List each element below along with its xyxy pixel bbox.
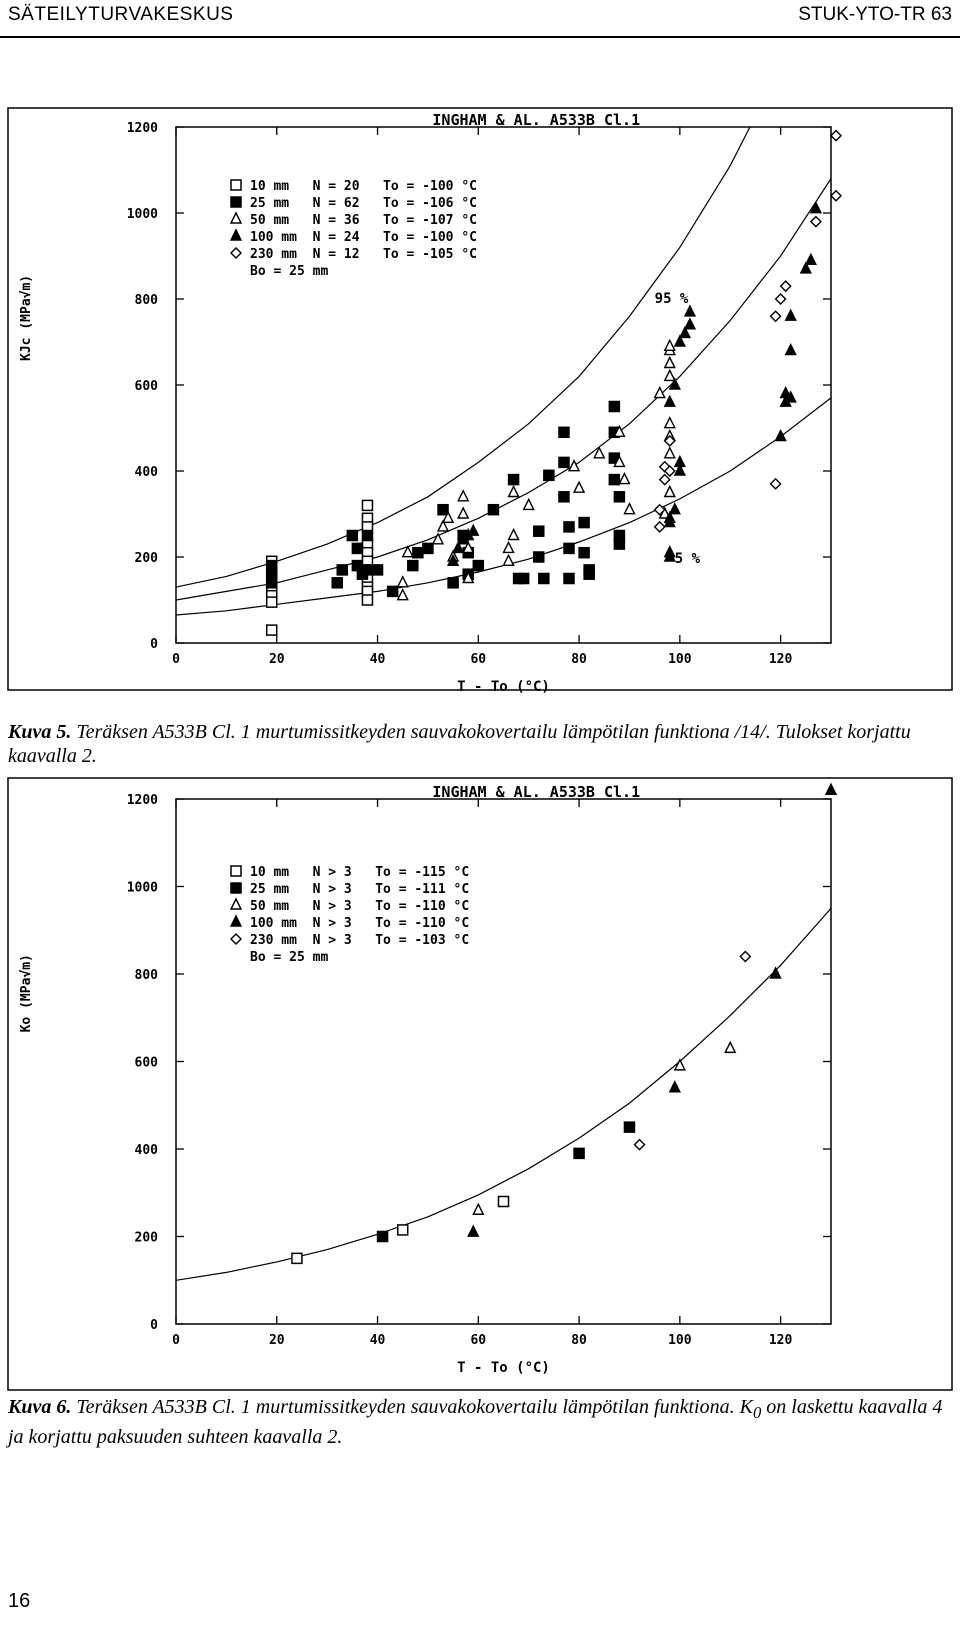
legend-entry: 50 mm N = 36 To = -107 °C <box>250 213 477 228</box>
data-point <box>635 1140 645 1150</box>
x-tick-label: 0 <box>172 1333 180 1348</box>
data-point <box>670 1082 680 1092</box>
figure-6-label: Kuva 6. <box>8 1396 72 1418</box>
legend-entry: 230 mm N > 3 To = -103 °C <box>250 933 470 948</box>
y-tick-label: 200 <box>134 1230 158 1246</box>
legend-marker <box>231 866 241 876</box>
page-number: 16 <box>8 1590 31 1612</box>
legend-marker <box>231 899 241 909</box>
y-tick-label: 1000 <box>126 880 158 896</box>
figure-6-caption-text-end: on laskettu kaavalla 4 ja korjattu paksuuden suhteen kaavalla 2. <box>8 1396 943 1448</box>
data-point <box>624 1122 634 1132</box>
figure-5-label: Kuva 5. <box>8 721 72 743</box>
legend-entry: 100 mm N > 3 To = -110 °C <box>250 916 470 931</box>
data-point <box>378 1232 388 1242</box>
points-group <box>292 784 836 1263</box>
x-tick-label: 100 <box>668 1333 692 1348</box>
legend-entry: 100 mm N = 24 To = -100 °C <box>250 230 477 245</box>
figure-6-caption-subscript: 0 <box>752 1403 762 1422</box>
figure-6-caption <box>8 1395 953 1449</box>
x-tick-label: 80 <box>571 1333 587 1348</box>
legend-entry: 10 mm N = 20 To = -100 °C <box>250 179 477 194</box>
x-tick-label: 120 <box>768 652 793 667</box>
y-tick-label: 0 <box>150 1318 158 1333</box>
curve-label-5: 5 % <box>674 551 701 568</box>
chart-title: INGHAM & AL. A533B Cl.1 <box>432 111 641 129</box>
x-tick-label: 60 <box>470 1333 487 1348</box>
y-tick-label: 1200 <box>126 793 158 808</box>
y-axis-label: Ko (MPa√m) <box>19 954 34 1033</box>
legend-entry: Bo = 25 mm <box>250 264 329 279</box>
y-tick-label: 400 <box>134 1143 158 1158</box>
x-axis-label: T - To (°C) <box>457 679 550 695</box>
x-axis-label: T - To (°C) <box>457 1360 550 1376</box>
legend-entry: 25 mm N > 3 To = -111 °C <box>250 882 470 897</box>
legend-entry: 10 mm N > 3 To = -115 °C <box>250 865 470 880</box>
legend-marker <box>231 934 241 944</box>
x-tick-label: 100 <box>668 652 692 667</box>
data-point <box>468 1226 478 1236</box>
x-tick-label: 120 <box>768 1333 793 1348</box>
y-tick-label: 600 <box>134 1055 158 1071</box>
x-tick-label: 40 <box>369 652 386 667</box>
data-point <box>725 1042 735 1052</box>
series-3 <box>468 784 836 1236</box>
series-0 <box>292 1197 509 1264</box>
y-tick-label: 400 <box>134 465 158 480</box>
x-tick-label: 0 <box>172 652 180 667</box>
figure-5-caption-text: Teräksen A533B Cl. 1 murtumissitkeyden sauvakokovertailu lämpötilan funktiona /14/. Tulokset korjattu kaavalla 2. <box>8 721 911 767</box>
chart-title: INGHAM & AL. A533B Cl.1 <box>432 783 641 801</box>
y-tick-label: 600 <box>134 379 158 394</box>
figure-frame <box>8 778 952 1390</box>
figure-6-caption-text: Teräksen A533B Cl. 1 murtumissitkeyden sauvakokovertailu lämpötilan funktiona. K <box>76 1396 753 1418</box>
data-point <box>574 1148 584 1158</box>
y-tick-label: 0 <box>150 637 158 652</box>
legend-marker <box>231 916 241 926</box>
report-number: STUK-YTO-TR 63 <box>798 4 952 25</box>
data-point <box>473 1204 483 1214</box>
y-tick-label: 1200 <box>126 121 158 136</box>
y-tick-label: 800 <box>134 293 158 308</box>
legend-marker <box>231 883 241 893</box>
y-axis-label: KJc (MPa√m) <box>19 274 34 361</box>
data-point <box>398 1225 408 1235</box>
legend-entry: 50 mm N > 3 To = -110 °C <box>250 899 470 914</box>
series-2 <box>473 1042 735 1214</box>
x-tick-label: 40 <box>369 1333 386 1348</box>
legend-entry: 230 mm N = 12 To = -105 °C <box>250 247 477 262</box>
legend-entry: 25 mm N = 62 To = -106 °C <box>250 196 477 211</box>
curve-label-95: 95 % <box>654 291 689 307</box>
y-tick-label: 800 <box>134 968 158 983</box>
publisher-name: SÄTEILYTURVAKESKUS <box>8 4 234 25</box>
data-point <box>499 1197 509 1207</box>
x-tick-label: 80 <box>571 652 587 667</box>
data-point <box>826 784 836 794</box>
data-point <box>292 1253 302 1263</box>
data-point <box>740 952 750 962</box>
series-1 <box>378 1122 635 1241</box>
y-tick-label: 1000 <box>126 207 158 222</box>
x-tick-label: 20 <box>268 652 285 667</box>
x-tick-label: 20 <box>268 1333 285 1348</box>
legend-entry: Bo = 25 mm <box>250 950 329 965</box>
x-tick-label: 60 <box>470 652 487 667</box>
y-tick-label: 200 <box>134 551 158 566</box>
